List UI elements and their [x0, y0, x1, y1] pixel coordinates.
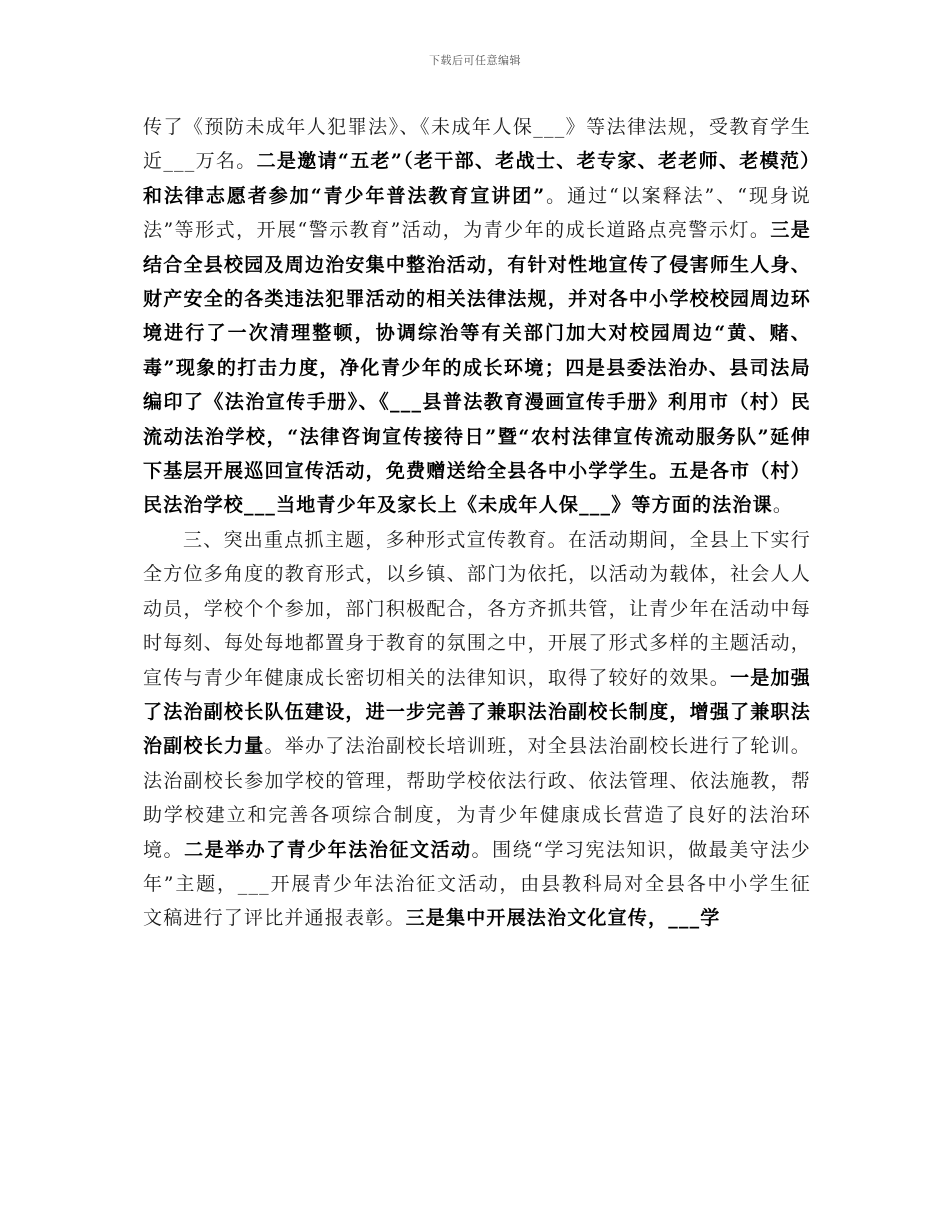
- text-run: 传了《预防未成年人犯罪法》、《未成年人保___》等法律法规，受教育学生近___万名。: [143, 116, 811, 173]
- bold-text-run: 二是举办了青少年法治征文活动: [184, 838, 472, 861]
- text-run: 。: [772, 494, 794, 517]
- text-run: 。围绕“学习宪法知识，做最美守法少年”主题，___开展青少年法治征文活动，由县教科局对全县各中小学生征文稿进行了评比并通报表彰。: [143, 838, 811, 930]
- text-run: 。举办了法治副校长培训班，对全县法治副校长进行了轮训。法治副校长参加学校的管理，帮助学校依法行政、依法管理、依法施教，帮助学校建立和完善各项综合制度，为青少年健康成长营造了良好的法治环境。: [143, 735, 812, 861]
- bold-text-run: 二是邀请“五老”（老干部、老战士、老专家、老老师、老模范）和法律志愿者参加“青少年普法教育宣讲团”: [143, 150, 811, 207]
- bold-text-run: 一是加强了法治副校长队伍建设，进一步完善了兼职法治副校长制度，增强了兼职法治副校长力量: [143, 666, 811, 758]
- paragraph-2: [143, 523, 811, 936]
- page-header-note: 下载后可任意编辑: [429, 54, 521, 67]
- bold-text-run: 三是集中开展法治文化宣传，___学: [405, 907, 721, 930]
- paragraph-1: [143, 110, 811, 523]
- text-run: 。通过“以案释法”、“现身说法”等形式，开展“警示教育”活动，为青少年的成长道路点亮警示灯。: [143, 184, 812, 242]
- bold-text-run: 三是结合全县校园及周边治安集中整治活动，有针对性地宣传了侵害师生人身、财产安全的各类违法犯罪活动的相关法律法规，并对各中小学校校园周边环境进行了一次清理整顿，协调综治等有关部门加大对校园周边“黄、赌、毒”现象的打击力度，净化青少年的成长环境；四是县委法治办、县司法局编印了《法治宣传手册》、《___县普法教育漫画宣传手册》利用市（村）民流动法治学校，“法律咨询宣传接待日”暨“农村法律宣传流动服务队”延伸下基层开展巡回宣传活动，免费赠送给全县各中小学学生。五是各市（村）民法治学校___当地青少年及家长上《未成年人保___》等方面的法治课: [143, 219, 812, 517]
- text-run: 三、突出重点抓主题，多种形式宣传教育。在活动期间，全县上下实行全方位多角度的教育形式，以乡镇、部门为依托，以活动为载体，社会人人动员，学校个个参加，部门积极配合，各方齐抓共管，让青少年在活动中每时每刻、每处每地都置身于教育的氛围之中，开展了形式多样的主题活动，宣传与青少年健康成长密切相关的法律知识，取得了较好的效果。: [143, 528, 811, 689]
- document-body: [143, 110, 811, 936]
